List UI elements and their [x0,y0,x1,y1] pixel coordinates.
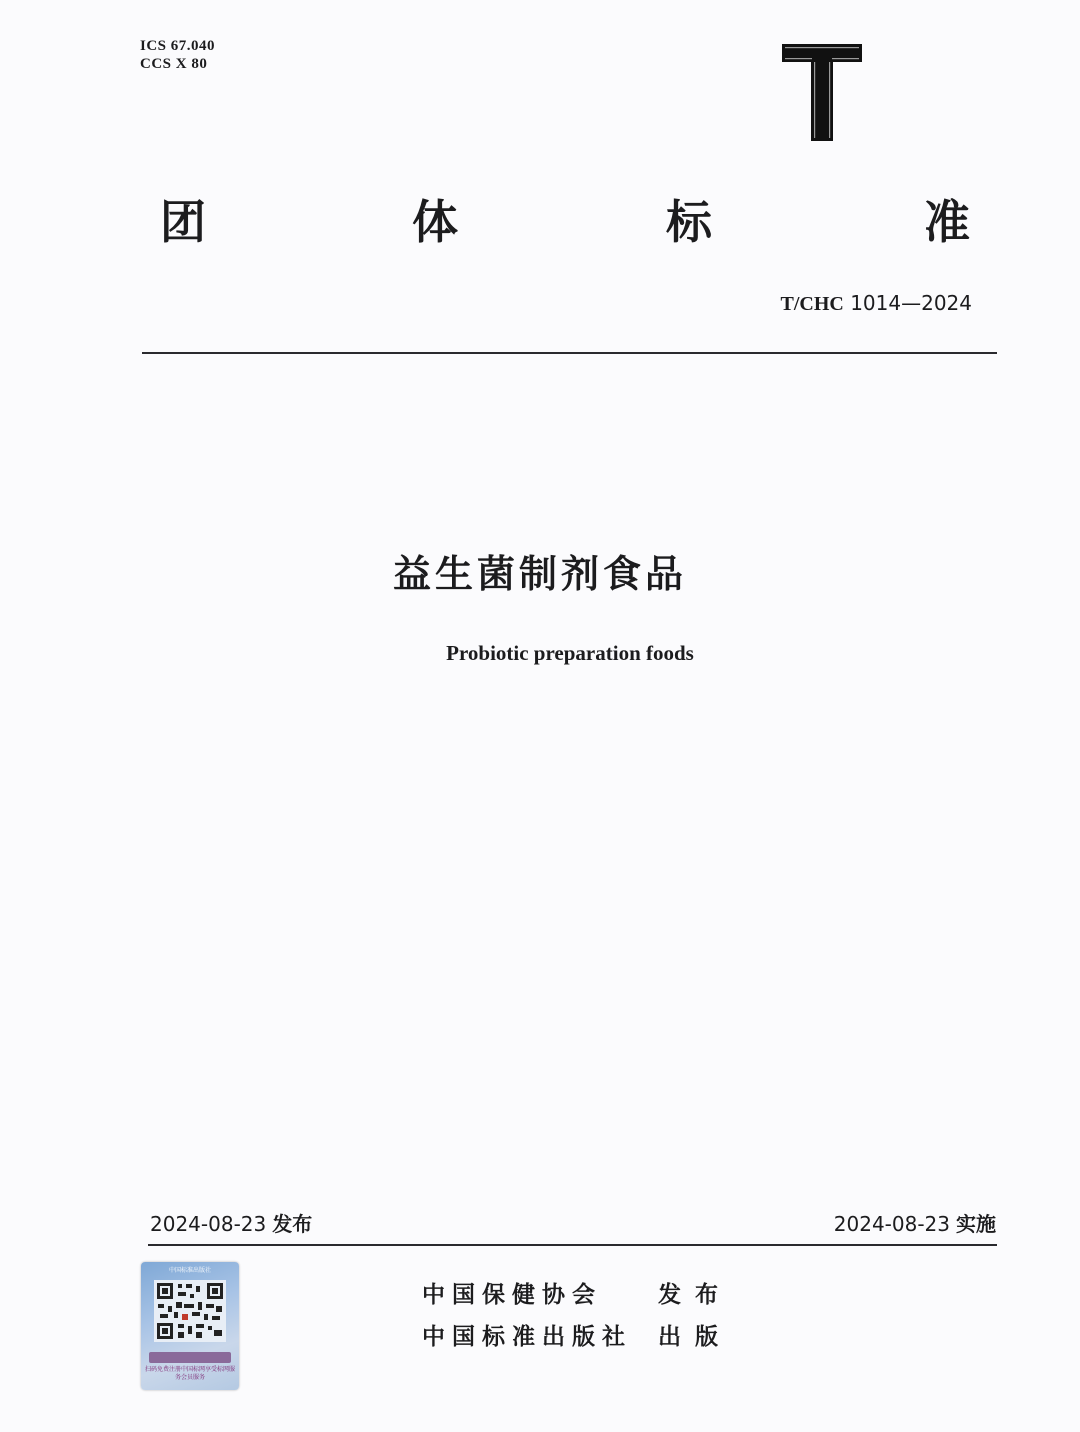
sticker-scratch-band [149,1352,231,1363]
ccs-code: CCS X 80 [140,56,208,72]
publish-date [150,1210,312,1238]
standard-number-prefix: T/CHC [780,293,844,315]
anti-counterfeit-sticker [141,1262,239,1390]
standard-type-char-4: 准 [924,195,970,249]
publisher-org: 中国保健协会 [422,1282,602,1308]
publishers-block [422,1274,732,1358]
standard-number [781,290,973,317]
publisher-row [422,1316,732,1358]
standard-t-logo-icon [782,44,862,141]
publisher-row [422,1274,732,1316]
standard-type-char-2: 体 [412,195,458,249]
publish-date-label: 发布 [272,1212,313,1236]
publisher-org: 中国标准出版社 [422,1324,632,1350]
publisher-role: 出版 [658,1324,732,1350]
implement-date [834,1210,996,1238]
title-english: Probiotic preparation foods [446,641,694,665]
standard-type-char-3: 标 [666,195,712,249]
sticker-bottom-text: 扫码免费注册中国标网享受标网服务会员服务 [145,1366,236,1381]
title-chinese: 益生菌制剂食品 [392,552,687,596]
ics-code: ICS 67.040 [140,38,216,54]
publisher-role: 发布 [658,1282,732,1308]
implement-date-label: 实施 [956,1212,996,1236]
implement-date-value: 2024-08-23 [833,1212,950,1236]
bottom-divider [148,1244,997,1246]
qr-code-icon[interactable] [154,1280,226,1342]
standard-type-char-1: 团 [160,195,206,249]
standard-type-heading [0,192,1080,252]
sticker-top-text: 中国标准出版社 [168,1267,211,1274]
classification-codes [140,37,215,73]
top-divider [142,352,997,354]
standard-number-value: 1014—2024 [850,291,972,315]
publish-date-value: 2024-08-23 [150,1212,267,1236]
